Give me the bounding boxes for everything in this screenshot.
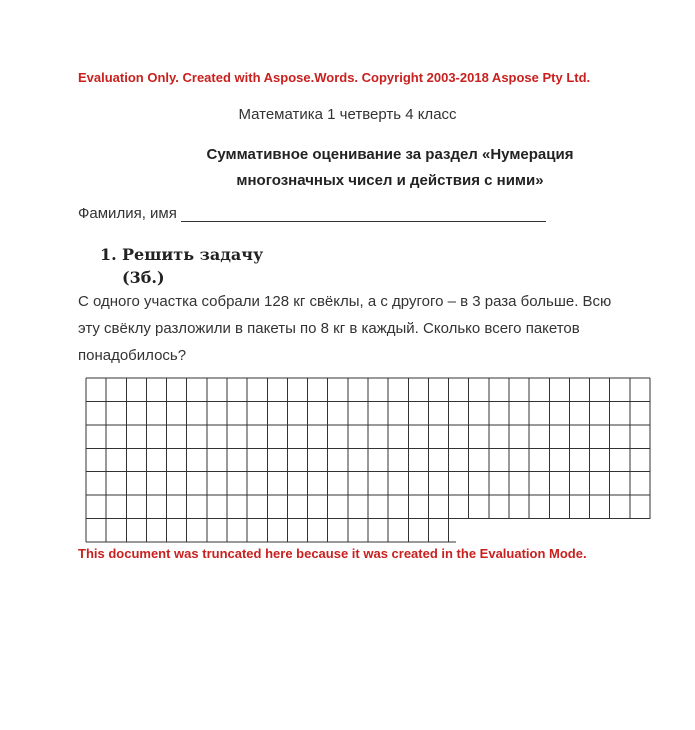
subject-heading: Математика 1 четверть 4 класс	[238, 106, 457, 123]
task-number: 1.	[100, 245, 117, 264]
name-label: Фамилия, имя	[78, 205, 177, 222]
task-title: Решить задачу	[122, 245, 264, 264]
assessment-title-line-1: Суммативное оценивание за раздел «Нумерация	[206, 146, 574, 163]
truncation-notice: This document was truncated here because it was created in the Evaluation Mode.	[78, 546, 587, 561]
task-points: (3б.)	[122, 268, 165, 287]
problem-text: С одного участка собрали 128 кг свёклы, а с другого – в 3 раза больше. Всю эту свёклу разложили в пакеты по 8 кг в каждый. Сколько всего пакетов понадобилось?	[78, 293, 612, 364]
assessment-title-line-2: многозначных чисел и действия с ними»	[236, 172, 544, 189]
evaluation-banner: Evaluation Only. Created with Aspose.Words. Copyright 2003-2018 Aspose Pty Ltd.	[78, 70, 591, 85]
